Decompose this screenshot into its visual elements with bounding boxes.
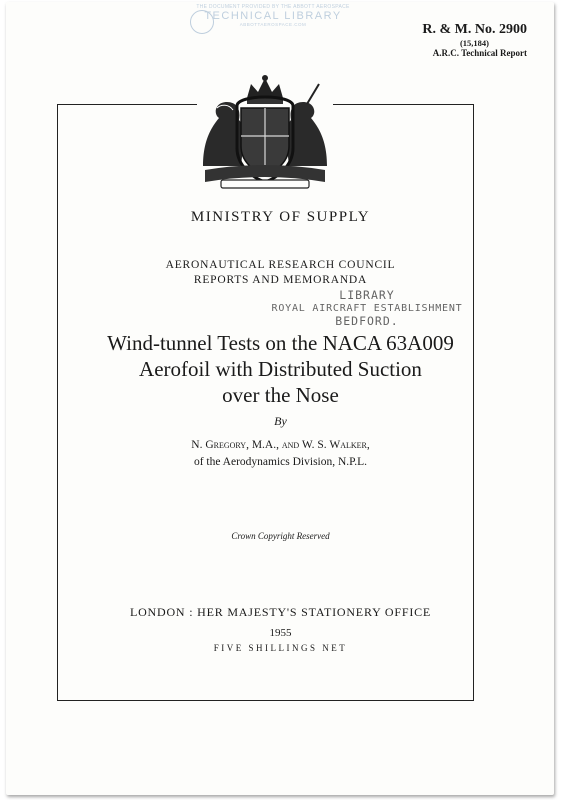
by-label: By	[274, 414, 287, 428]
watermark-sub: ABBOTTAEROSPACE.COM	[239, 22, 307, 27]
watermark-top-line: THE DOCUMENT PROVIDED BY THE ABBOTT AEROSPACE	[196, 4, 350, 10]
report-number: R. & M. No. 2900	[422, 22, 527, 37]
authors	[0, 437, 561, 471]
publisher: LONDON : HER MAJESTY'S STATIONERY OFFICE	[129, 605, 432, 619]
ministry-heading: MINISTRY OF SUPPLY	[190, 209, 371, 225]
arc-technical-report: A.R.C. Technical Report	[432, 48, 527, 58]
council-line-1: AERONAUTICAL RESEARCH COUNCIL	[165, 259, 396, 271]
council-line-2: REPORTS AND MEMORANDA	[193, 274, 368, 286]
globe-icon	[190, 10, 214, 34]
library-stamp	[262, 289, 472, 328]
copyright-notice: Crown Copyright Reserved	[231, 531, 330, 541]
report-serial: (15,184)	[459, 38, 489, 48]
price: FIVE SHILLINGS NET	[213, 643, 348, 653]
title-line-1: Wind-tunnel Tests on the NACA 63A009	[107, 331, 454, 355]
stamp-line-1: LIBRARY	[339, 288, 395, 302]
council-heading	[0, 258, 561, 288]
title-line-2: Aerofoil with Distributed Suction	[139, 357, 422, 381]
report-identifier	[422, 22, 527, 58]
royal-coat-of-arms	[197, 74, 333, 192]
author-affiliation: of the Aerodynamics Division, N.P.L.	[193, 456, 368, 468]
stamp-line-3: BEDFORD.	[335, 314, 399, 328]
author-names: N. Gregory, M.A., and W. S. Walker,	[191, 439, 370, 451]
library-watermark	[188, 4, 358, 38]
title-line-3: over the Nose	[222, 383, 339, 407]
report-title	[0, 330, 561, 408]
stamp-line-2: ROYAL AIRCRAFT ESTABLISHMENT	[271, 303, 463, 314]
publication-year: 1955	[269, 627, 292, 639]
watermark-title: TECHNICAL LIBRARY	[204, 10, 342, 22]
